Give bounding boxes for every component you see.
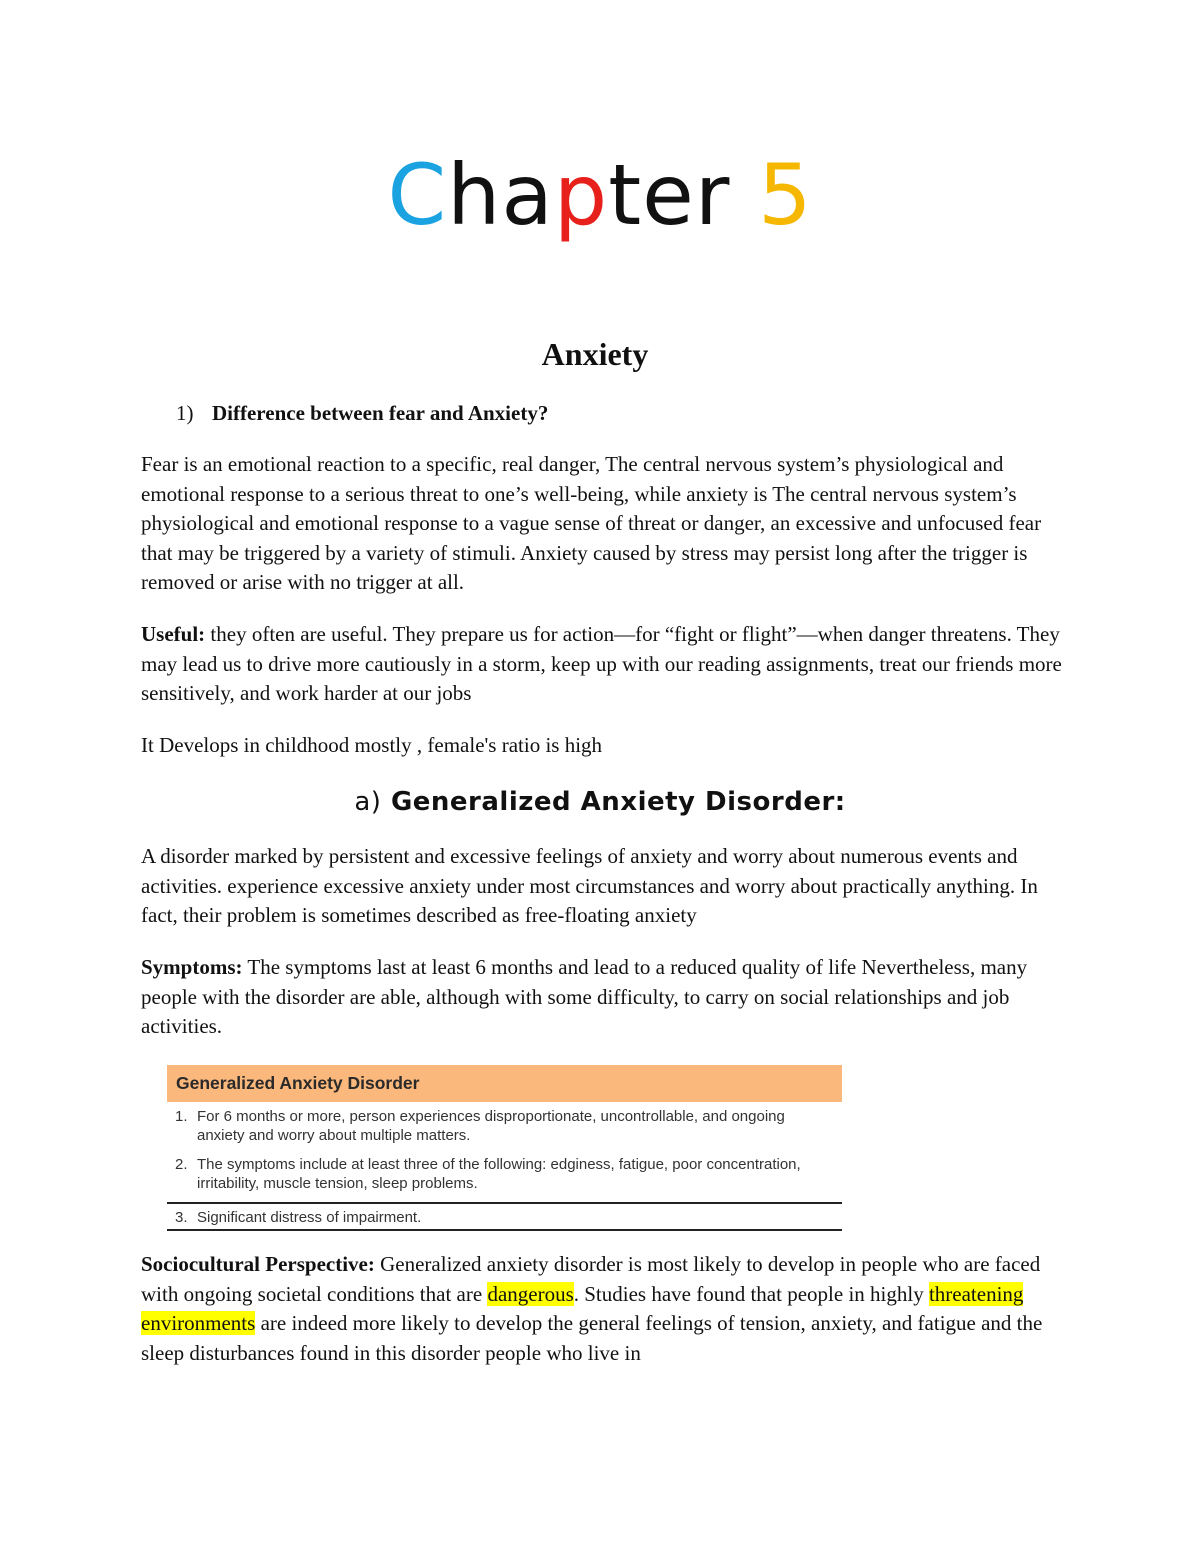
chapter-letter: C: [387, 146, 448, 244]
criteria-text: Significant distress of impairment.: [197, 1209, 422, 1226]
gad-definition: A disorder marked by persistent and excessive feelings of anxiety and worry about numerous events and activities. experience excessive anxiety under most circumstances and worry about practically anything. In fact, their problem is sometimes described as free-floating anxiety: [141, 844, 1038, 927]
criteria-number: 3.: [175, 1209, 188, 1226]
criteria-header: Generalized Anxiety Disorder: [167, 1065, 842, 1102]
gad-heading: [0, 784, 1200, 820]
fear-paragraph: Fear is an emotional reaction to a specific, real danger, The central nervous system’s physiological and emotional response to a serious threat to one’s well-being, while anxiety is The central nervous system’s physiological and emotional response to a vague sense of threat or danger, an excessive and unfocused fear that may be triggered by a variety of stimuli. Anxiety caused by stress may persist long after the trigger is removed or arise with no trigger at all.: [141, 452, 1042, 594]
chapter-letter: t: [608, 146, 643, 244]
highlight-threatening-environments: threatening environments: [141, 1281, 1024, 1335]
sociocultural-text: Generalized anxiety disorder is most likely to develop in people who are faced with ongoing societal conditions that are: [141, 1252, 1041, 1306]
sociocultural-text: . Studies have found that people in highly: [573, 1281, 929, 1306]
criteria-item: [167, 1150, 842, 1198]
criteria-number: 1.: [175, 1108, 188, 1125]
useful-label: Useful:: [141, 622, 206, 646]
criteria-item: [167, 1202, 842, 1231]
chapter-letter: 5: [758, 146, 813, 244]
sociocultural-text: are indeed more likely to develop the general feelings of tension, anxiety, and fatigue and the sleep disturbances found in this disorder people who live in: [141, 1311, 1043, 1365]
symptoms-paragraph: [141, 953, 1071, 1042]
sociocultural-paragraph: [141, 1250, 1071, 1368]
symptoms-label: Symptoms:: [141, 955, 243, 979]
question-number: 1): [176, 401, 194, 425]
chapter-letter: h: [447, 146, 502, 244]
highlight-dangerous: dangerous: [487, 1281, 574, 1306]
chapter-title: [0, 140, 1200, 250]
useful-paragraph: [141, 620, 1071, 709]
symptoms-text: The symptoms last at least 6 months and lead to a reduced quality of life Nevertheless, many people with the disorder are able, although with some difficulty, to carry on social relationships and job activities.: [141, 955, 1028, 1038]
question-text: Difference between fear and Anxiety?: [212, 401, 549, 425]
chapter-letter: p: [553, 146, 609, 244]
sociocultural-label: Sociocultural Perspective:: [141, 1252, 375, 1276]
chapter-letter: r: [694, 146, 731, 244]
develops-paragraph: It Develops in childhood mostly , female's ratio is high: [141, 733, 603, 757]
criteria-text: The symptoms include at least three of the following: edginess, fatigue, poor concentration, irritability, muscle tension, sleep problems.: [197, 1156, 801, 1192]
criteria-number: 2.: [175, 1156, 188, 1173]
chapter-letter: a: [501, 146, 554, 244]
useful-text: they often are useful. They prepare us for action—for “fight or flight”—when danger threatens. They may lead us to drive more cautiously in a storm, keep up with our reading assignments, treat our friends more sensitively, and work harder at our jobs: [141, 622, 1062, 705]
gad-heading-text: Generalized Anxiety Disorder:: [381, 787, 846, 817]
criteria-item: [167, 1102, 842, 1150]
criteria-text: For 6 months or more, person experiences disproportionate, uncontrollable, and ongoing anxiety and worry about multiple matters.: [197, 1108, 785, 1144]
section-title: Anxiety: [541, 336, 649, 372]
gad-heading-marker: a): [354, 787, 382, 817]
chapter-letter: [730, 146, 758, 244]
criteria-table: [167, 1065, 842, 1231]
chapter-letter: e: [642, 146, 695, 244]
